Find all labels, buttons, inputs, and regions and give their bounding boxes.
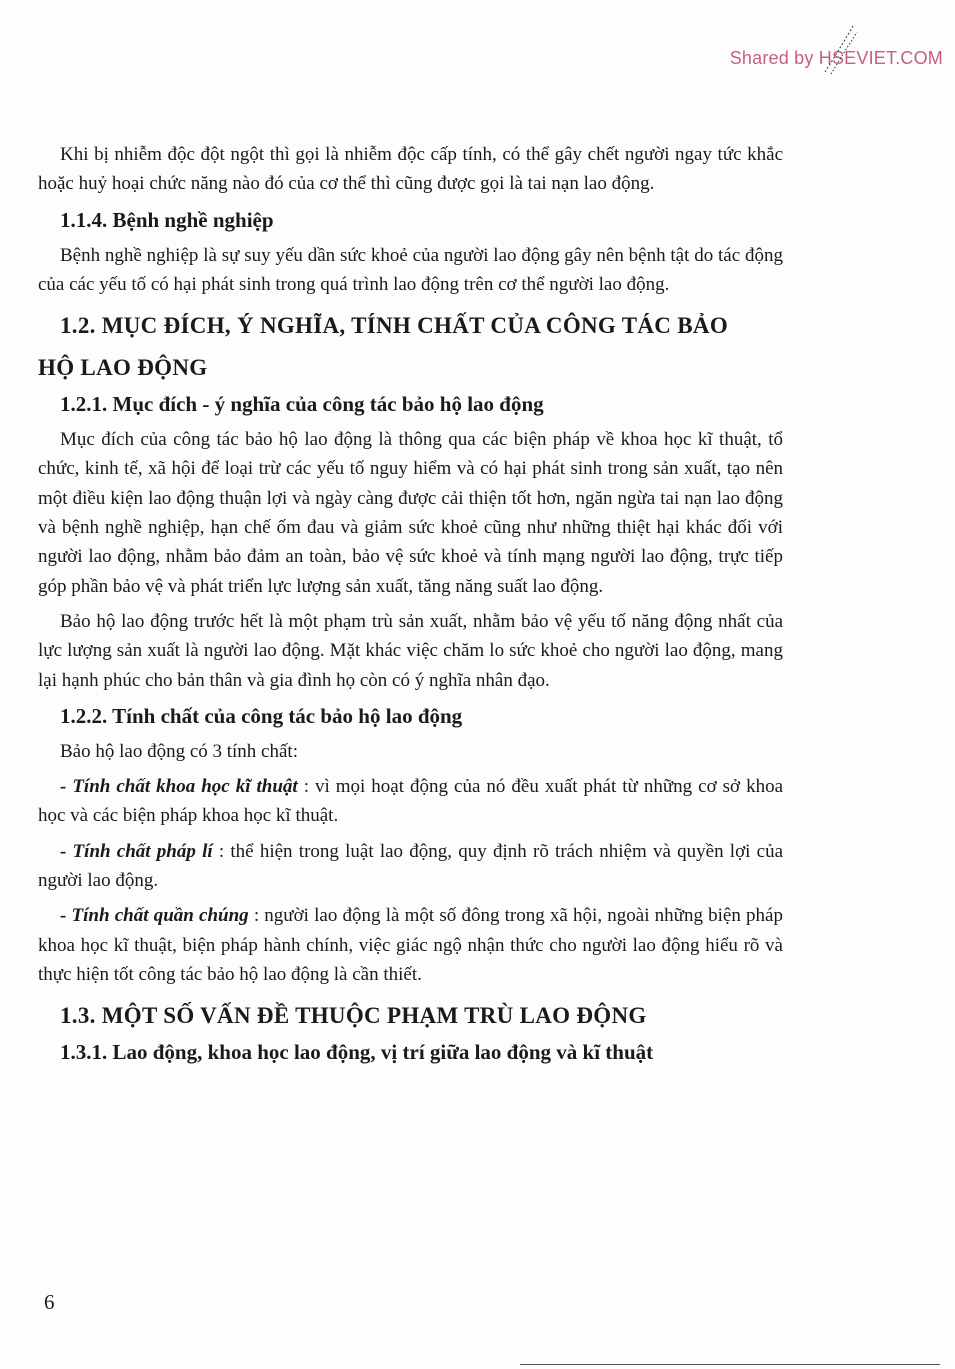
heading-1-3: 1.3. MỘT SỐ VẤN ĐỀ THUỘC PHẠM TRÙ LAO ĐỘNG	[60, 1003, 647, 1029]
heading-1-2-1: 1.2.1. Mục đích - ý nghĩa của công tác bảo hộ lao động	[60, 392, 544, 417]
property-2	[38, 837, 783, 896]
heading-1-2-line2: HỘ LAO ĐỘNG	[38, 355, 208, 381]
page-content	[38, 140, 783, 1067]
property-1-term: - Tính chất khoa học kĩ thuật	[60, 776, 298, 798]
stamp-seal-icon	[819, 20, 859, 78]
heading-1-2	[38, 305, 783, 389]
property-3-term: - Tính chất quần chúng	[60, 905, 249, 927]
heading-1-3-1: 1.3.1. Lao động, khoa học lao động, vị trí giữa lao động và kĩ thuật	[60, 1040, 654, 1065]
page-number: 6	[44, 1290, 55, 1314]
property-3-text: : người lao động là một số đông trong xã hội, ngoài những biện pháp khoa học kĩ thuật, biện pháp hành chính, việc giác ngộ nhận thức cho người lao động hiểu rõ và thực hiện tốt công tác bảo hộ lao động là cần thiết.	[38, 905, 783, 985]
paragraph-1-2-1-b: Bảo hộ lao động trước hết là một phạm trù sản xuất, nhằm bảo vệ yếu tố năng động nhất của lực lượng sản xuất là người lao động. Mặt khác việc chăm lo sức khoẻ cho người lao động, mang lại hạnh phúc cho bản thân và gia đình họ còn có ý nghĩa nhân đạo.	[38, 610, 783, 691]
property-1-text: : vì mọi hoạt động của nó đều xuất phát từ những cơ sở khoa học và các biện pháp khoa học kĩ thuật.	[38, 776, 784, 827]
paragraph-1-2-1-a: Mục đích của công tác bảo hộ lao động là thông qua các biện pháp về khoa học kĩ thuật, tổ chức, kinh tế, xã hội để loại trừ các yếu tố nguy hiểm và có hại phát sinh trong sản xuất, tạo nên một điều kiện lao động thuận lợi và ngày càng được cải thiện tốt hơn, ngăn ngừa tai nạn lao động và bệnh nghề nghiệp, hạn chế ốm đau và giảm sức khoẻ cũng như những thiệt hại khác đối với người lao động, nhằm bảo đảm an toàn, bảo vệ sức khoẻ và tính mạng người lao động, trực tiếp góp phần bảo vệ và phát triển lực lượng sản xuất, tăng năng suất lao động.	[38, 429, 783, 597]
paragraph-1-2-2-intro: Bảo hộ lao động có 3 tính chất:	[60, 740, 298, 762]
property-2-text: : thể hiện trong luật lao động, quy định rõ trách nhiệm và quyền lợi của người lao động.	[38, 840, 784, 892]
heading-1-1-4: 1.1.4. Bệnh nghề nghiệp	[60, 207, 274, 232]
intro-paragraph: Khi bị nhiễm độc đột ngột thì gọi là nhiễm độc cấp tính, có thể gây chết người ngay tức khắc hoặc huỷ hoại chức năng nào đó của cơ thể thì cũng được gọi là tai nạn lao động.	[38, 144, 783, 195]
property-3	[38, 901, 783, 989]
heading-1-2-2: 1.2.2. Tính chất của công tác bảo hộ lao động	[60, 703, 463, 728]
property-1	[38, 772, 783, 831]
watermark: Shared by HSEVIET.COM	[729, 48, 943, 68]
paragraph-1-1-4: Bệnh nghề nghiệp là sự suy yếu dần sức khoẻ của người lao động gây nên bệnh tật do tác động của các yếu tố có hại phát sinh trong quá trình lao động trên cơ thể người lao động.	[38, 244, 783, 295]
bottom-rule	[520, 1364, 940, 1365]
property-2-term: - Tính chất pháp lí	[60, 840, 213, 862]
heading-1-2-line1: 1.2. MỤC ĐÍCH, Ý NGHĨA, TÍNH CHẤT CỦA CÔNG TÁC BẢO	[60, 313, 729, 339]
